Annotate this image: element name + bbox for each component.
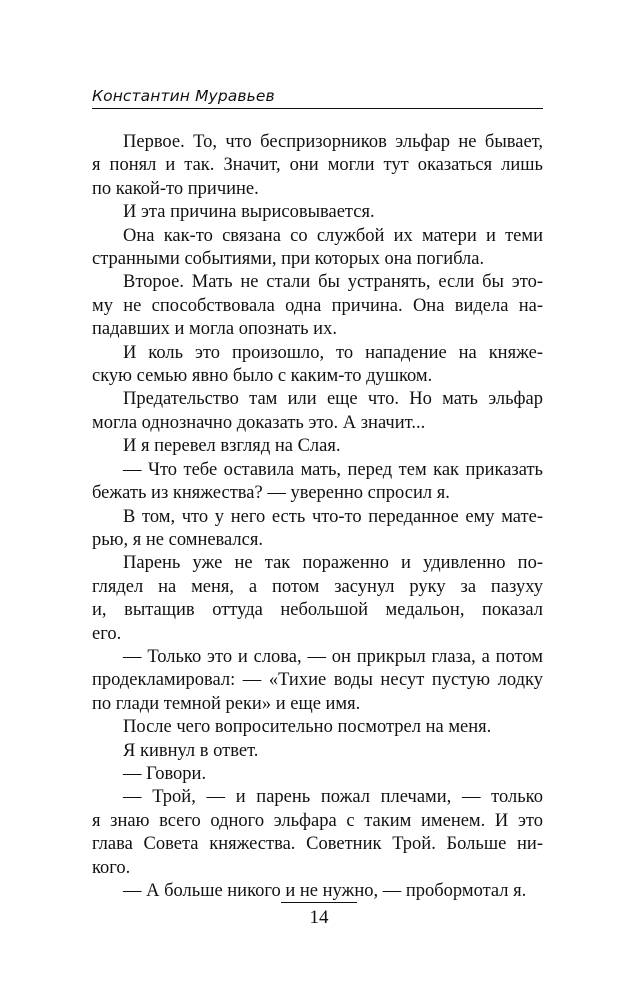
text-line: Парень уже не так пораженно и удивленно по- [123,553,543,574]
text-line: и, вытащив оттуда небольшой медальон, показал [92,600,543,621]
text-line: И эта причина вырисовывается. [123,202,375,223]
text-line: могла однозначно доказать это. А значит... [92,412,426,433]
text-line: продекламировал: — «Тихие воды несут пустую лодку [92,670,543,691]
text-line: — Трой, — и парень пожал плечами, — только [123,787,543,808]
text-line: Она как-то связана со службой их матери и теми [123,225,543,246]
text-line: по глади темной реки» и еще имя. [92,693,361,714]
text-line: рью, я не сомневался. [92,529,263,550]
text-line: странными событиями, при которых она погибла. [92,249,485,270]
text-line: — А больше никого и не нужно, — пробормотал я. [123,881,527,901]
text-line: му не способствовала одна причина. Она видела на- [92,295,543,316]
text-line: скую семью явно было с каким-то душком. [92,366,433,387]
running-header-author: Константин Муравьев [92,87,275,105]
text-line: После чего вопросительно посмотрел на меня. [123,717,492,738]
header-rule [92,108,543,109]
text-line: — Только это и слова, — он прикрыл глаза, а потом [123,646,543,667]
text-line: Предательство там или еще что. Но мать эльфар [123,389,543,410]
text-line: я понял и так. Значит, они могли тут оказаться лишь [92,155,543,176]
text-line: Первое. То, что беспризорников эльфар не бывает, [123,132,543,152]
text-line: падавших и могла опознать их. [92,319,337,340]
text-line: его. [92,623,122,644]
text-line: Второе. Мать не стали бы устранять, если бы это- [123,272,543,293]
text-line: Я кивнул в ответ. [123,740,259,761]
page-number: 14 [309,907,329,928]
text-line: — Говори. [123,763,207,784]
footer-rule [281,902,357,903]
text-line: И я перевел взгляд на Слая. [123,436,341,457]
text-line: глядел на меня, а потом засунул руку за пазуху [92,576,543,597]
text-line: я знаю всего одного эльфара с таким именем. И это [92,810,543,831]
text-line: глава Совета княжества. Советник Трой. Больше ни- [92,834,543,855]
text-line: В том, что у него есть что-то переданное ему мате- [123,506,543,527]
text-line: — Что тебе оставила мать, перед тем как приказать [123,459,543,480]
text-line: кого. [92,857,131,878]
text-line: И коль это произошло, то нападение на княже- [123,342,543,363]
body-text [92,131,543,903]
text-line: бежать из княжества? — уверенно спросил я. [92,483,450,504]
text-line: по какой-то причине. [92,178,259,199]
